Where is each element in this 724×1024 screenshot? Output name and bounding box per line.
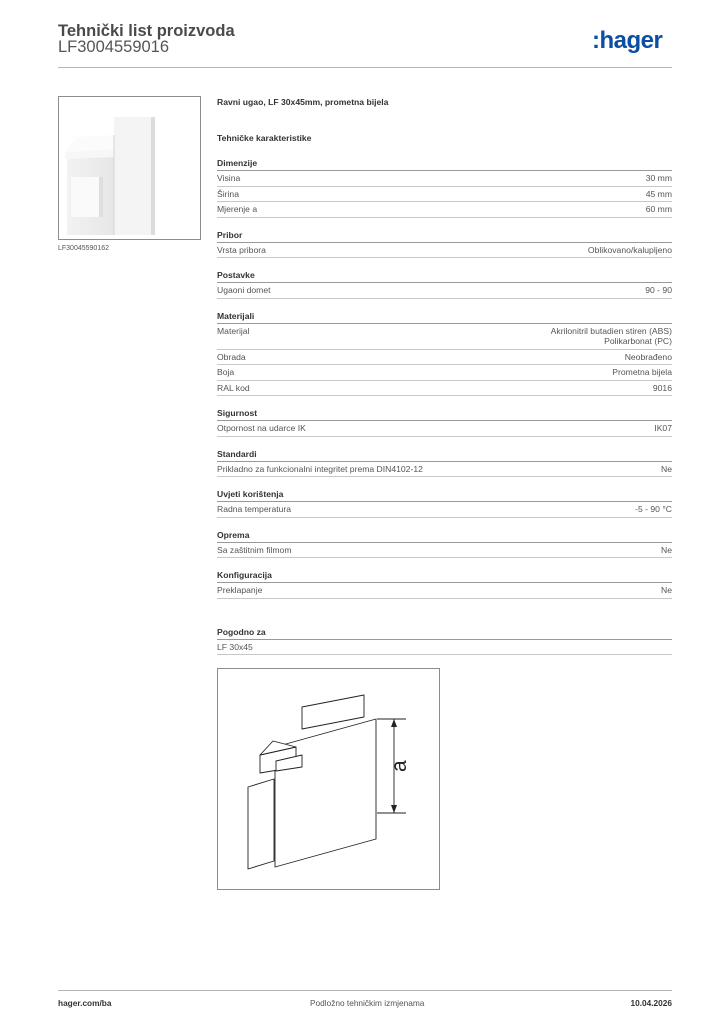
spec-label: Preklapanje (217, 585, 263, 595)
section-title: Dimenzije (217, 158, 672, 171)
spec-label: Materijal (217, 325, 250, 336)
spec-label: Vrsta pribora (217, 244, 266, 255)
spec-content (217, 97, 672, 687)
spec-section (217, 311, 672, 397)
spec-section (217, 449, 672, 478)
spec-sections (217, 158, 672, 655)
hager-logo (592, 26, 674, 56)
spec-row (217, 583, 672, 599)
spec-value: 45 mm (645, 188, 672, 199)
footer-notice: Podložno tehničkim izmjenama (310, 998, 425, 1008)
spec-value: 60 mm (645, 204, 672, 214)
spec-value: Neobrađeno (624, 351, 672, 362)
spec-row (217, 187, 672, 203)
spec-label: Mjerenje a (217, 204, 258, 214)
section-title: Pribor (217, 230, 672, 243)
spec-section (217, 570, 672, 599)
spec-label: Otpornost na udarce IK (217, 423, 306, 433)
section-title: Konfiguracija (217, 570, 672, 583)
spec-value: -5 - 90 °C (635, 504, 672, 514)
spec-section (217, 270, 672, 299)
spec-value: 30 mm (645, 173, 672, 183)
spec-value: 90 - 90 (645, 285, 672, 295)
section-title: Postavke (217, 270, 672, 283)
spec-row (217, 421, 672, 437)
spec-section (217, 408, 672, 437)
spec-label: Obrada (217, 351, 246, 362)
section-title: Standardi (217, 449, 672, 462)
dimension-label: a (388, 760, 411, 772)
spec-value: Prometna bijela (612, 367, 672, 377)
spec-row (217, 243, 672, 259)
spec-value: Oblikovano/kalupljeno (587, 244, 672, 255)
image-caption: LF30045590162 (58, 245, 109, 252)
spec-section (217, 158, 672, 218)
spec-row (217, 502, 672, 518)
spec-row (217, 543, 672, 559)
spec-value: Ne (661, 585, 672, 595)
product-code: LF3004559016 (58, 38, 170, 56)
spec-label: RAL kod (217, 382, 250, 393)
spec-row (217, 324, 672, 350)
spec-section (217, 530, 672, 559)
footer-date: 10.04.2026 (630, 998, 672, 1008)
spec-label: Boja (217, 367, 235, 377)
spec-value: Ne (661, 544, 672, 555)
spec-row (217, 350, 672, 366)
spec-value: Akrilonitril butadien stiren (ABS) Polikarbonat (PC) (550, 325, 672, 346)
spec-section (217, 627, 672, 656)
spec-row (217, 381, 672, 397)
spec-row (217, 202, 672, 218)
product-name: Ravni ugao, LF 30x45mm, prometna bijela (217, 97, 389, 107)
spec-label: Radna temperatura (217, 504, 292, 514)
technical-drawing (217, 668, 440, 890)
spec-label: Širina (217, 188, 239, 199)
spec-section (217, 489, 672, 518)
spec-value: IK07 (654, 423, 672, 433)
spec-value: Ne (661, 463, 672, 474)
section-title: Pogodno za (217, 627, 672, 640)
spec-label: Visina (217, 173, 241, 183)
spec-row (217, 462, 672, 478)
spec-section (217, 230, 672, 259)
spec-label: Ugaoni domet (217, 285, 271, 295)
footer-website-link[interactable]: hager.com/ba (58, 998, 112, 1008)
page-title: Tehnički list proizvoda (58, 22, 235, 40)
product-image (58, 96, 201, 240)
tech-characteristics-title: Tehničke karakteristike (217, 133, 312, 143)
spec-row (217, 171, 672, 187)
spec-row (217, 365, 672, 381)
header-divider (58, 67, 672, 68)
section-title: Uvjeti korištenja (217, 489, 672, 502)
spec-value: 9016 (652, 382, 672, 393)
svg-text::hager: :hager (592, 27, 663, 54)
section-title: Materijali (217, 311, 672, 324)
spec-label: Sa zaštitnim filmom (217, 544, 292, 555)
footer-divider (58, 990, 672, 991)
spec-label: LF 30x45 (217, 641, 253, 652)
spec-row (217, 640, 672, 656)
section-title: Oprema (217, 530, 672, 543)
spec-label: Prikladno za funkcionalni integritet prema DIN4102-12 (217, 463, 423, 474)
section-title: Sigurnost (217, 408, 672, 421)
spec-row (217, 283, 672, 299)
